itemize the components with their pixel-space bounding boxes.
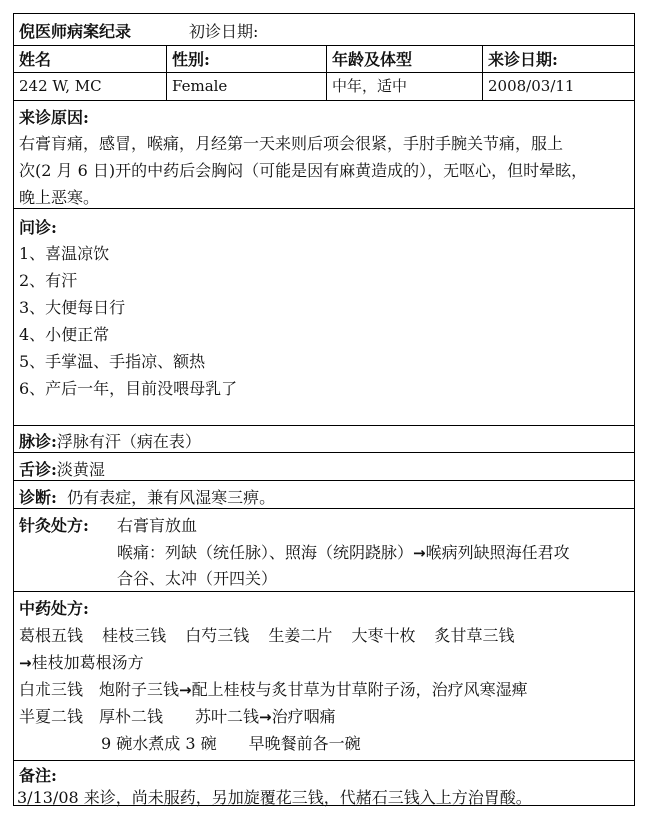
tongue-section [14, 453, 634, 481]
arrow-icon: → [259, 708, 272, 726]
value-gender: Female [167, 73, 327, 100]
info-header-row [14, 46, 634, 73]
reason-line-2: 次(2 月 6 日)开的中药后会胸闷（可能是因有麻黄造成的），无呕心，但时晕眩， [19, 161, 588, 180]
notes-text: 3/13/08 来诊，尚未服药，另加旋覆花三钱，代赭石三钱入上方治胃酸。 [17, 788, 532, 807]
header-age-build: 年龄及体型 [327, 46, 483, 72]
inquiry-item: 2、有汗 [19, 271, 78, 290]
reason-line-1: 右膏肓痛，感冒，喉痛，月经第一天来则后项会很紧，手肘手腕关节痛，服上 [19, 134, 564, 153]
herbal-row-4 [19, 704, 336, 727]
inquiry-item: 3、大便每日行 [19, 298, 126, 317]
herbal-row-3-note: 配上桂枝与炙甘草为甘草附子汤，治疗风寒湿痺 [191, 680, 528, 699]
herbal-label: 中药处方: [19, 599, 89, 618]
herbal-row-4-herbs: 半夏二钱 厚朴二钱 苏叶二钱 [19, 707, 260, 726]
inquiry-item: 5、手掌温、手指凉、额热 [19, 352, 206, 371]
diagnosis-text: 仍有表症，兼有风湿寒三痹。 [67, 488, 276, 507]
value-name: 242 W, MC [14, 73, 167, 100]
herb-item: 桂枝三钱 [102, 626, 167, 645]
acupuncture-line-1: 右膏肓放血 [117, 516, 198, 535]
pulse-section [14, 426, 634, 453]
arrow-icon: → [413, 544, 426, 562]
herbal-row-2 [19, 650, 144, 673]
tongue-label: 舌诊: [19, 460, 57, 479]
acupuncture-line-2 [117, 540, 570, 563]
notes-section [14, 761, 634, 806]
herbal-row-3 [19, 677, 528, 700]
pulse-label: 脉诊: [19, 432, 57, 451]
inquiry-section [14, 209, 634, 426]
herb-item: 炙甘草三钱 [434, 626, 515, 645]
info-values-row [14, 73, 634, 101]
acupuncture-line-2-a: 喉痛：列缺（统任脉）、照海（统阴跷脉） [117, 543, 414, 562]
diagnosis-line [19, 485, 275, 508]
herb-item: 白芍三钱 [185, 626, 250, 645]
inquiry-item: 6、产后一年，目前没喂母乳了 [19, 379, 238, 398]
header-gender: 性别: [167, 46, 327, 72]
herb-item: 生姜二片 [268, 626, 333, 645]
herb-item: 葛根五钱 [19, 626, 84, 645]
herb-item: 大枣十枚 [351, 626, 416, 645]
herbal-row-3-herbs: 白朮三钱 炮附子三钱 [19, 680, 180, 699]
herbal-row-4-note: 治疗咽痛 [271, 707, 336, 726]
acupuncture-line-3: 合谷、太冲（开四关） [117, 569, 278, 588]
first-visit-date-label: 初诊日期: [189, 22, 259, 41]
notes-label: 备注: [19, 766, 57, 785]
pulse-text: 浮脉有汗（病在表） [56, 432, 201, 451]
reason-label: 来诊原因: [19, 108, 89, 127]
arrow-icon: → [179, 681, 192, 699]
inquiry-label: 问诊: [19, 218, 57, 237]
value-age-build: 中年，适中 [327, 73, 483, 100]
reason-section [14, 101, 634, 209]
pulse-line [19, 429, 201, 452]
acupuncture-section [14, 509, 634, 592]
case-record-sheet [13, 13, 635, 806]
acupuncture-line-2-b: 喉病列缺照海任君攻 [425, 543, 570, 562]
title-row [14, 14, 634, 46]
value-visit-date: 2008/03/11 [488, 77, 575, 95]
herbal-formula-name: 桂枝加葛根汤方 [31, 653, 144, 672]
inquiry-item: 1、喜温凉饮 [19, 244, 110, 263]
header-name: 姓名 [14, 46, 167, 72]
diagnosis-label: 诊断: [19, 488, 57, 507]
header-visit-date: 来诊日期: [488, 50, 558, 69]
diagnosis-section [14, 481, 634, 509]
herbal-section [14, 592, 634, 761]
inquiry-item: 4、小便正常 [19, 325, 110, 344]
tongue-text: 淡黄湿 [56, 460, 105, 479]
herbal-row-1 [19, 623, 515, 646]
acupuncture-label: 针灸处方: [19, 516, 89, 535]
page-title: 倪医师病案纪录 [19, 22, 132, 41]
reason-line-3: 晚上恶寒。 [19, 188, 100, 207]
arrow-icon: → [19, 654, 32, 672]
herbal-preparation: 9 碗水煮成 3 碗 早晚餐前各一碗 [101, 734, 361, 753]
tongue-line [19, 457, 105, 480]
